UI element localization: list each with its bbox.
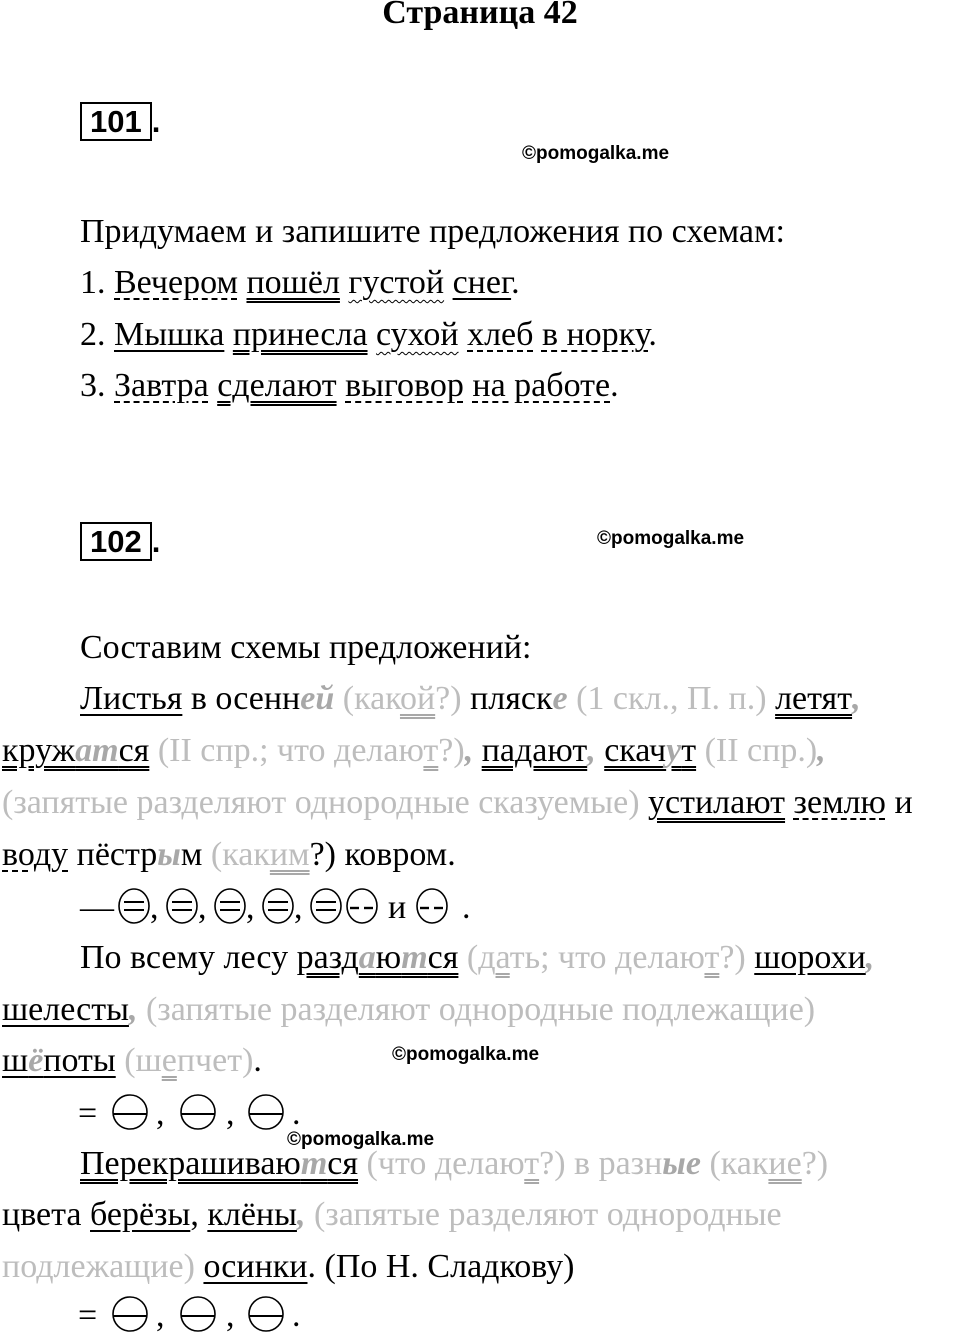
- task-102-intro: Составим схемы предложений:: [80, 629, 532, 666]
- subject-circle: [113, 1297, 147, 1331]
- subject-circle: [181, 1095, 215, 1129]
- svg-text:,: ,: [198, 889, 207, 926]
- word: сделают: [217, 367, 337, 404]
- task-number-box: 102: [80, 522, 152, 561]
- scheme-3: [70, 1290, 320, 1336]
- predicate-circle: [215, 889, 245, 923]
- subject-circle: [249, 1095, 283, 1129]
- task-101-header: 101 .: [80, 102, 160, 142]
- word: принесла: [232, 316, 368, 353]
- svg-text:и: и: [388, 889, 407, 926]
- subject-circle: [249, 1297, 283, 1331]
- svg-text:—: —: [80, 889, 114, 926]
- word: пошёл: [246, 264, 340, 301]
- predicate-circle: [119, 889, 149, 923]
- subject-circle: [113, 1095, 147, 1129]
- p2-line-1: По всему лесу раздаются (дать; что делают?) шорохи,: [80, 939, 875, 976]
- svg-text:=: =: [78, 1297, 98, 1334]
- word: Мышка: [114, 316, 225, 353]
- svg-text:,: ,: [226, 1095, 235, 1132]
- scheme-1: [70, 880, 490, 932]
- watermark: ©pomogalka.me: [522, 143, 670, 164]
- word: Вечером: [114, 264, 238, 301]
- p1-line-1: Листья в осенней (какой?) пляске (1 скл., П. п.) летят,: [80, 680, 861, 717]
- word: на работе: [472, 367, 611, 404]
- word: Завтра: [114, 367, 209, 404]
- sentence-3: 3. Завтра сделают выговор на работе.: [80, 367, 619, 404]
- watermark: ©pomogalka.me: [287, 1129, 435, 1150]
- word: хлеб: [467, 316, 534, 353]
- scheme-2: [70, 1088, 320, 1136]
- p3-line-3: подлежащие) осинки. (По Н. Сладкову): [2, 1248, 575, 1285]
- task-101-intro: Придумаем и запишите предложения по схемам:: [80, 213, 785, 250]
- task-102-header: 102 .: [80, 522, 160, 562]
- p3-line-2: цвета берёзы, клёны, (запятые разделяют однородные: [2, 1196, 782, 1233]
- predicate-circle: [263, 889, 293, 923]
- svg-text:,: ,: [294, 889, 303, 926]
- svg-text:,: ,: [156, 1297, 165, 1334]
- subject-circle: [181, 1297, 215, 1331]
- svg-text:,: ,: [226, 1297, 235, 1334]
- watermark: ©pomogalka.me: [597, 528, 745, 549]
- predicate-circle: [167, 889, 197, 923]
- task-number-box: 101: [80, 102, 152, 141]
- word: в норку: [541, 316, 649, 353]
- sentence-1: 1. Вечером пошёл густой снег.: [80, 264, 520, 301]
- word: густой: [348, 264, 445, 301]
- svg-text:.: .: [292, 1095, 301, 1132]
- svg-text:,: ,: [246, 889, 255, 926]
- p3-line-1: Перекрашиваются (что делают?) в разные (какие?): [80, 1145, 829, 1182]
- svg-text:=: =: [78, 1095, 98, 1132]
- svg-text:.: .: [462, 889, 471, 926]
- p2-line-2: шелесты, (запятые разделяют однородные подлежащие): [2, 991, 816, 1028]
- sentence-2: 2. Мышка принесла сухой хлеб в норку.: [80, 316, 657, 353]
- watermark: ©pomogalka.me: [392, 1044, 540, 1065]
- word: выговор: [345, 367, 464, 404]
- word: сухой: [376, 316, 459, 353]
- page-title: Страница 42: [382, 0, 578, 31]
- svg-text:,: ,: [156, 1095, 165, 1132]
- word: снег: [452, 264, 512, 301]
- svg-text:,: ,: [150, 889, 159, 926]
- p1-line-3: (запятые разделяют однородные сказуемые) устилают землю и: [2, 784, 913, 821]
- svg-text:.: .: [292, 1297, 301, 1334]
- p1-line-2: кружатся (II спр.; что делают?), падают, скачут (II спр.),: [2, 732, 826, 769]
- object-circle: [347, 889, 377, 923]
- predicate-circle: [311, 889, 341, 923]
- p1-line-4: воду пёстрым (каким?) ковром.: [2, 836, 456, 873]
- object-circle: [417, 889, 447, 923]
- p2-line-3: шёпоты (шепчет).: [2, 1042, 262, 1079]
